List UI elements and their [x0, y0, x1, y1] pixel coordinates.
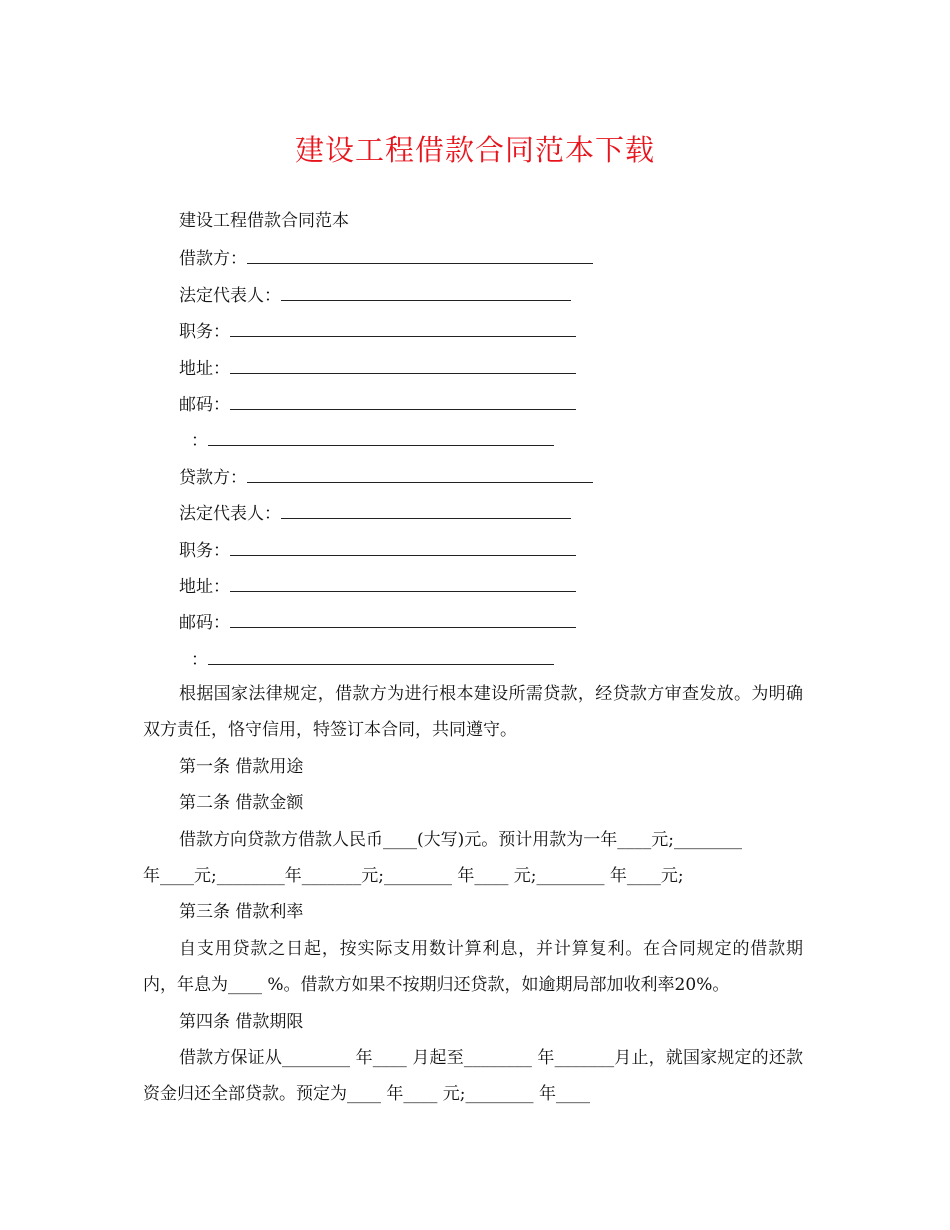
field-label: ：: [191, 431, 208, 452]
blank-line: [230, 531, 576, 556]
field-label: 地址：: [179, 576, 230, 597]
borrower-party-field: [143, 239, 803, 275]
lender-address-field: [143, 567, 803, 603]
article-2-text-line-1: 借款方向贷款方借款人民币____(大写)元。预计用款为一年____元;________: [179, 829, 742, 850]
field-label: 借款方：: [179, 249, 247, 270]
article-4-title: 第四条 借款期限: [179, 1011, 304, 1032]
blank-line: [247, 458, 593, 483]
field-label: 贷款方：: [179, 467, 247, 488]
article-4-text: 借款方保证从________ 年____ 月起至________ 年_______月止，就国家规定的还款资金归还全部贷款。预定为____ 年____ 元;________ 年____: [143, 1048, 803, 1105]
field-label: ：: [191, 649, 208, 670]
lender-position-field: [143, 531, 803, 567]
blank-line: [230, 385, 576, 410]
lender-postcode-field: [143, 603, 803, 639]
borrower-postcode-field: [143, 385, 803, 421]
lender-party-field: [143, 458, 803, 494]
lender-rep-field: [143, 494, 803, 530]
article-3-text: 自支用贷款之日起，按实际支用数计算利息，并计算复利。在合同规定的借款期内，年息为____ %。借款方如果不按期归还贷款，如逾期局部加收利率20%。: [143, 938, 803, 996]
lender-blank-field: [143, 640, 803, 676]
document-body: [143, 203, 803, 1113]
blank-line: [208, 421, 554, 446]
borrower-address-field: [143, 349, 803, 385]
blank-line: [247, 239, 593, 264]
article-2-title: 第二条 借款金额: [179, 793, 304, 814]
borrower-rep-field: [143, 276, 803, 312]
borrower-position-field: [143, 312, 803, 348]
field-label: 职务：: [179, 540, 230, 561]
field-label: 地址：: [179, 358, 230, 379]
blank-line: [208, 640, 554, 665]
blank-line: [230, 603, 576, 628]
article-1-title: 第一条 借款用途: [179, 756, 304, 777]
blank-line: [230, 349, 576, 374]
field-label: 职务：: [179, 322, 230, 343]
blank-line: [281, 494, 571, 519]
article-2-text-line-2: 年____元;________年_______元;________ 年____ 元;________ 年____元;: [143, 866, 684, 887]
intro-paragraph: 根据国家法律规定，借款方为进行根本建设所需贷款，经贷款方审查发放。为明确双方责任，恪守信用，特签订本合同，共同遵守。: [143, 684, 803, 741]
field-label: 法定代表人：: [179, 285, 281, 306]
field-label: 邮码：: [179, 613, 230, 634]
subtitle: 建设工程借款合同范本: [179, 211, 349, 231]
blank-line: [230, 312, 576, 337]
borrower-blank-field: [143, 421, 803, 457]
blank-line: [230, 567, 576, 592]
blank-line: [281, 276, 571, 301]
field-label: 邮码：: [179, 394, 230, 415]
document-title: 建设工程借款合同范本下载: [294, 133, 655, 167]
field-label: 法定代表人：: [179, 504, 281, 525]
article-3-title: 第三条 借款利率: [179, 902, 304, 923]
